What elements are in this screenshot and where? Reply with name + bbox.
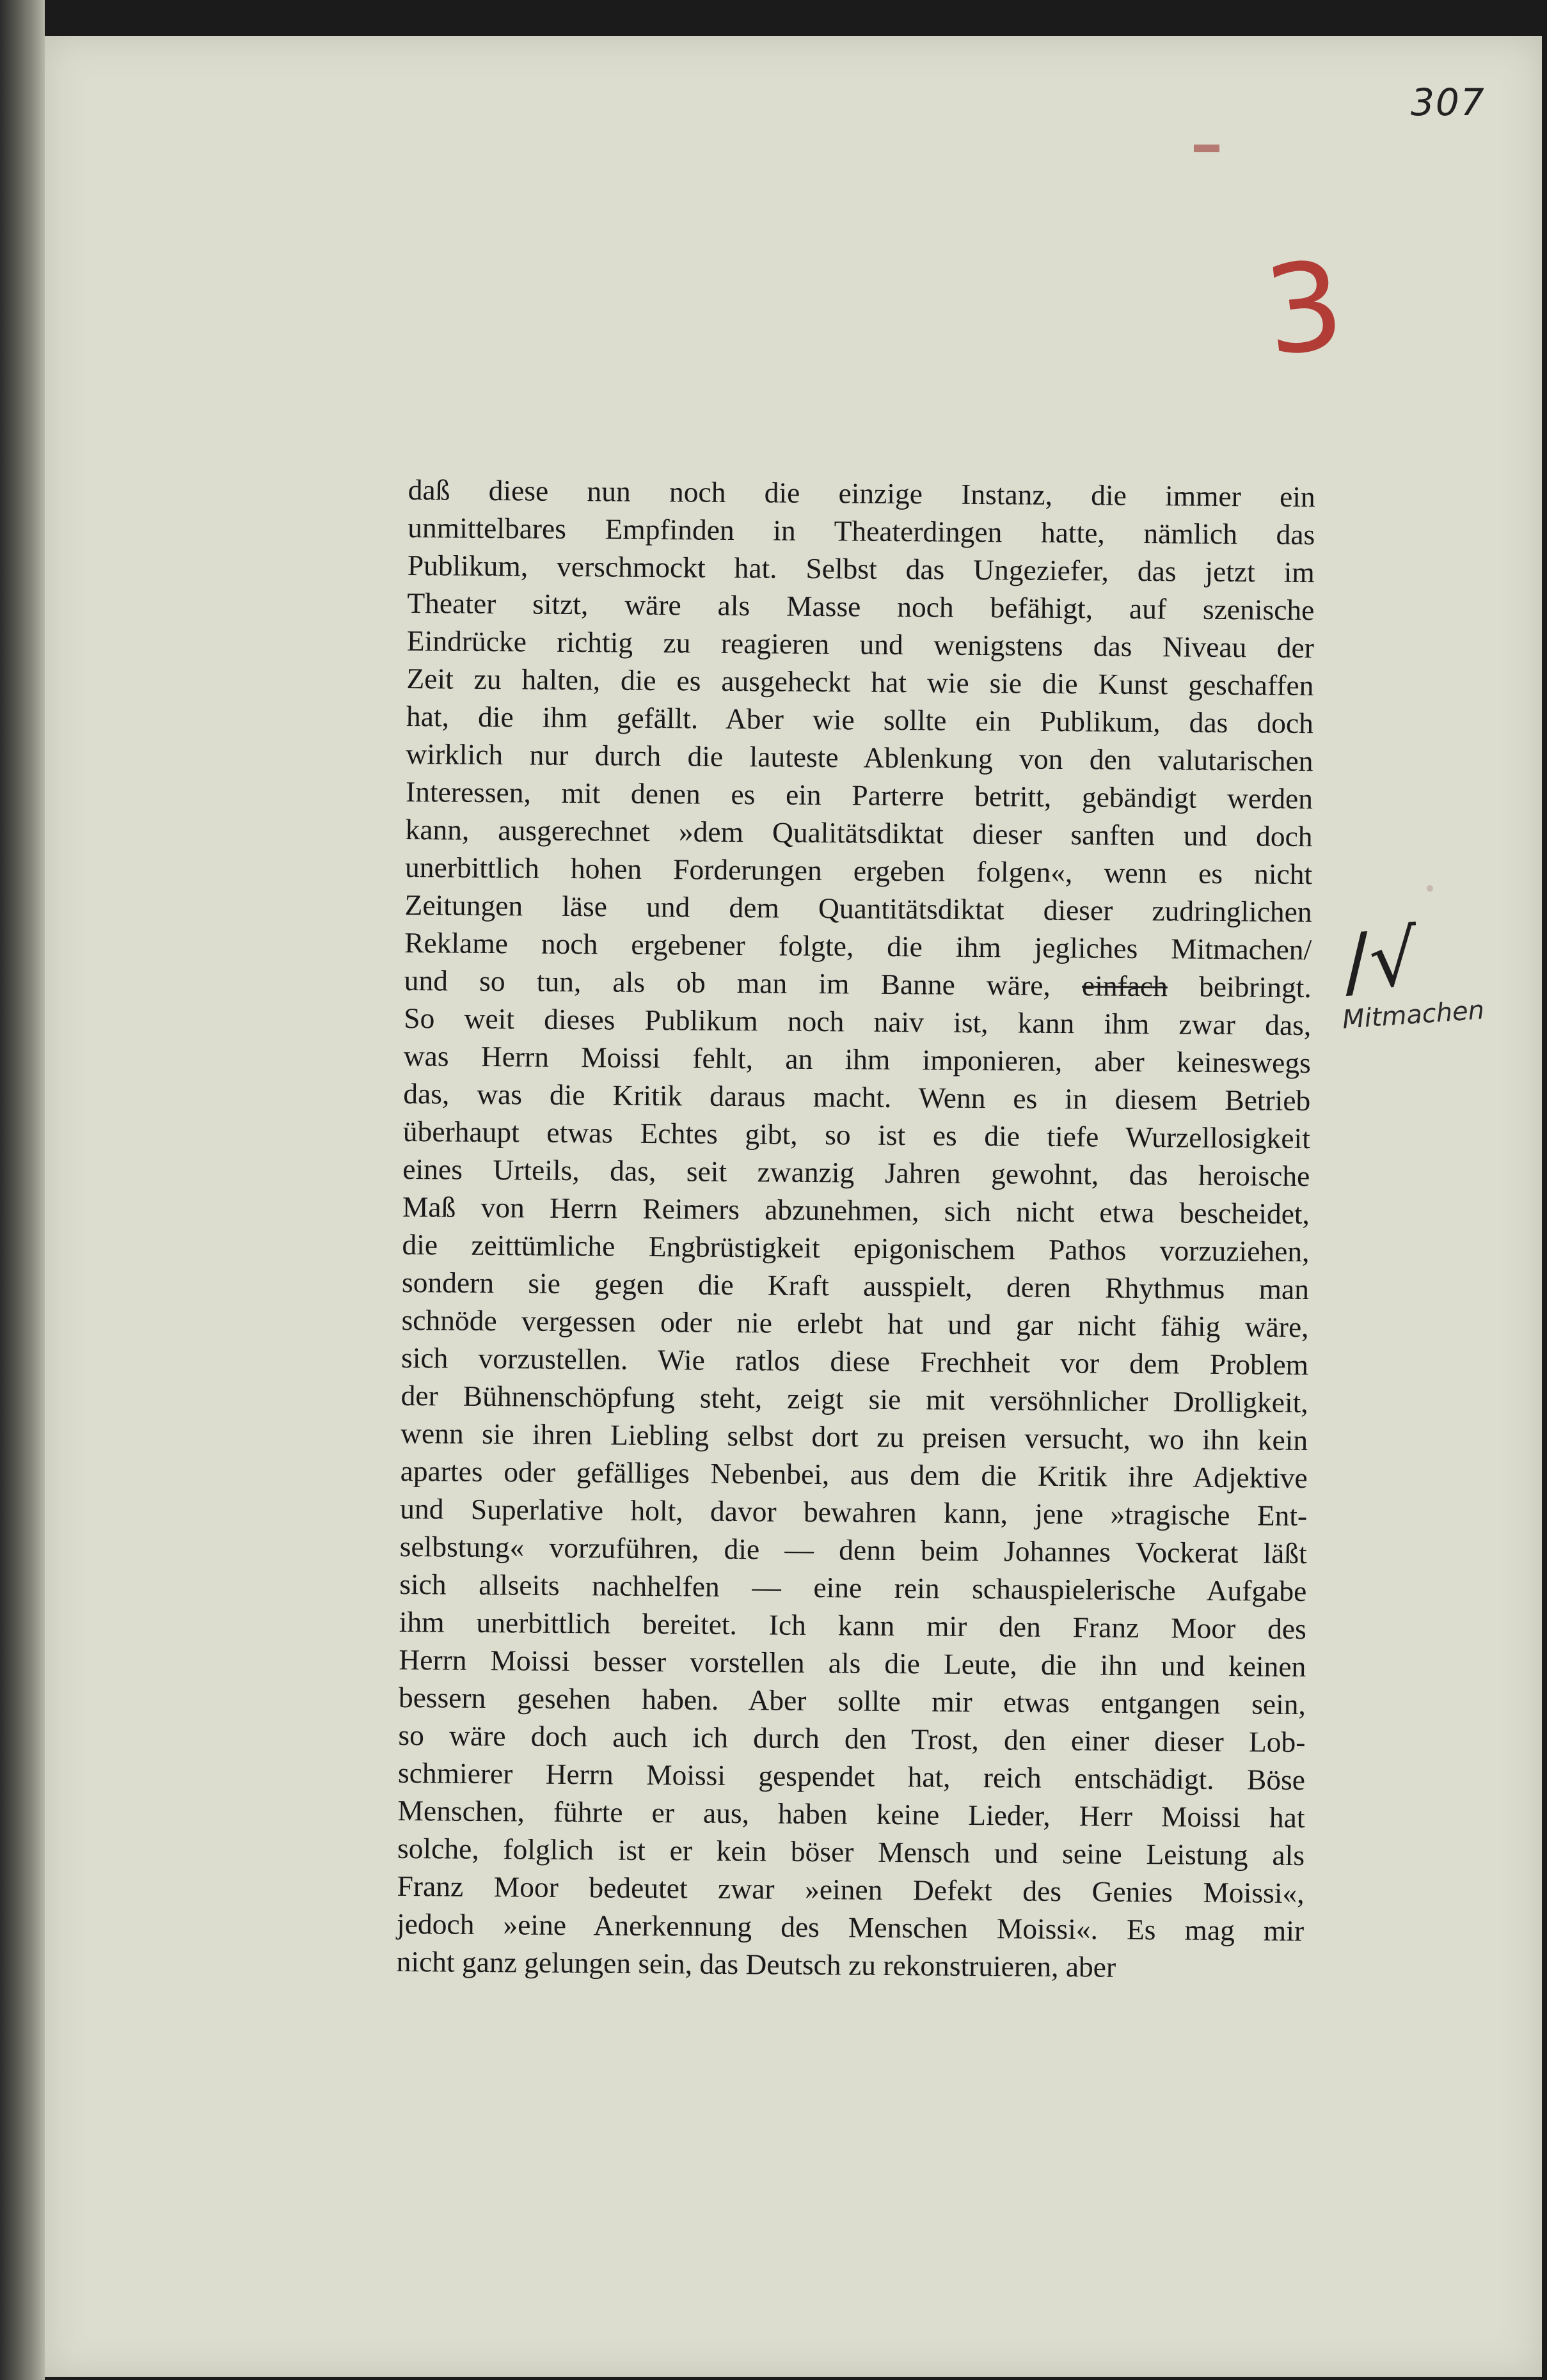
text-line: wenn sie ihren Liebling selbst dort zu preisen versucht, wo ihn kein	[400, 1416, 1308, 1457]
text-line: apartes oder gefälliges Nebenbei, aus dem die Kritik ihre Adjektive	[400, 1454, 1308, 1495]
text-line: eines Urteils, das, seit zwanzig Jahren gewohnt, das heroische	[402, 1152, 1310, 1193]
text-line: Franz Moor bedeutet zwar »einen Defekt des Genies Moissi«,	[397, 1869, 1305, 1910]
line-head: und so tun, als ob man im Banne wäre,	[404, 963, 1051, 1002]
text-line: solche, folglich ist er kein böser Mensch und seine Leistung als	[397, 1831, 1305, 1872]
text-line: Zeitungen läse und dem Quantitätsdiktat dieser zudringlichen	[404, 888, 1312, 929]
text-line: jedoch »eine Anerkennung des Menschen Moissi«. Es mag mir	[396, 1907, 1305, 1948]
pencil-dash-mark	[1194, 145, 1219, 152]
text-line: Theater sitzt, wäre als Masse noch befähigt, auf szenische	[407, 586, 1315, 627]
text-line: Eindrücke richtig zu reagieren und wenigstens das Niveau der	[406, 624, 1315, 665]
text-line: wirklich nur durch die lauteste Ablenkung von den valutarischen	[406, 737, 1313, 778]
text-line: Reklame noch ergebener folgte, die ihm jegliches Mitmachen/	[404, 926, 1312, 966]
text-line: ihm unerbittlich bereitet. Ich kann mir den Franz Moor des	[399, 1605, 1307, 1646]
text-line-with-strike	[404, 961, 1312, 1006]
text-line: Interessen, mit denen es ein Parterre betritt, gebändigt werden	[405, 775, 1313, 816]
text-line: und Superlative holt, davor bewahren kann, jene »tragische Ent-	[400, 1492, 1308, 1533]
folio-number: 307	[1411, 81, 1486, 124]
text-line: sich allseits nachhelfen — eine rein schauspielerische Aufgabe	[399, 1567, 1307, 1608]
body-text	[396, 471, 1315, 1987]
text-line: schnöde vergessen oder nie erlebt hat und gar nicht fähig wäre,	[401, 1303, 1309, 1344]
text-line: selbstung« vorzuführen, die — denn beim Johannes Vockerat läßt	[399, 1529, 1307, 1570]
text-line: Herrn Moissi besser vorstellen als die Leute, die ihn und keinen	[399, 1643, 1306, 1683]
binding-gutter	[0, 0, 45, 2380]
text-line: daß diese nun noch die einzige Instanz, die immer ein	[408, 473, 1315, 514]
text-line: sich vorzustellen. Wie ratlos diese Frechheit vor dem Problem	[401, 1341, 1309, 1382]
line-tail: beibringt.	[1198, 970, 1312, 1004]
text-line: Maß von Herrn Reimers abzunehmen, sich nicht etwa bescheidet,	[402, 1190, 1310, 1231]
ink-dot	[1427, 885, 1433, 892]
text-line: Menschen, führte er aus, haben keine Lieder, Herr Moissi hat	[397, 1793, 1305, 1834]
struck-word: einfach	[1081, 969, 1168, 1003]
margin-handwritten-note: Mitmachen	[1341, 995, 1486, 1035]
text-line: kann, ausgerechnet »dem Qualitätsdiktat dieser sanften und doch	[405, 812, 1313, 853]
margin-correction-mark: /√	[1340, 913, 1422, 1007]
text-line: unmittelbares Empfinden in Theaterdingen hatte, nämlich das	[408, 510, 1315, 551]
text-line: So weit dieses Publikum noch naiv ist, kann ihm zwar das,	[404, 1001, 1312, 1042]
text-line: das, was die Kritik daraus macht. Wenn es in diesem Betrieb	[403, 1076, 1311, 1117]
text-line: hat, die ihm gefällt. Aber wie sollte ein Publikum, das doch	[406, 699, 1314, 740]
text-line: was Herrn Moissi fehlt, an ihm imponieren, aber keineswegs	[403, 1039, 1311, 1080]
text-line: Publikum, verschmockt hat. Selbst das Ungeziefer, das jetzt im	[407, 548, 1315, 589]
text-line: Zeit zu halten, die es ausgeheckt hat wie sie die Kunst geschaffen	[406, 661, 1314, 702]
text-line: der Bühnenschöpfung steht, zeigt sie mit versöhnlicher Drolligkeit,	[401, 1378, 1308, 1419]
section-mark: 3	[1258, 234, 1351, 383]
text-line: nicht ganz gelungen sein, das Deutsch zu rekonstruieren, aber	[396, 1944, 1116, 1983]
text-line: bessern gesehen haben. Aber sollte mir etwas entgangen sein,	[398, 1680, 1306, 1721]
text-line: überhaupt etwas Echtes gibt, so ist es die tiefe Wurzellosigkeit	[402, 1114, 1311, 1155]
text-line: sondern sie gegen die Kraft ausspielt, deren Rhythmus man	[401, 1265, 1310, 1306]
text-line: die zeittümliche Engbrüstigkeit epigonischem Pathos vorzuziehen,	[402, 1227, 1310, 1268]
text-line: schmierer Herrn Moissi gespendet hat, reich entschädigt. Böse	[397, 1756, 1306, 1797]
text-line: so wäre doch auch ich durch den Trost, den einer dieser Lob-	[398, 1718, 1306, 1759]
text-line: unerbittlich hohen Forderungen ergeben folgen«, wenn es nicht	[404, 850, 1313, 891]
